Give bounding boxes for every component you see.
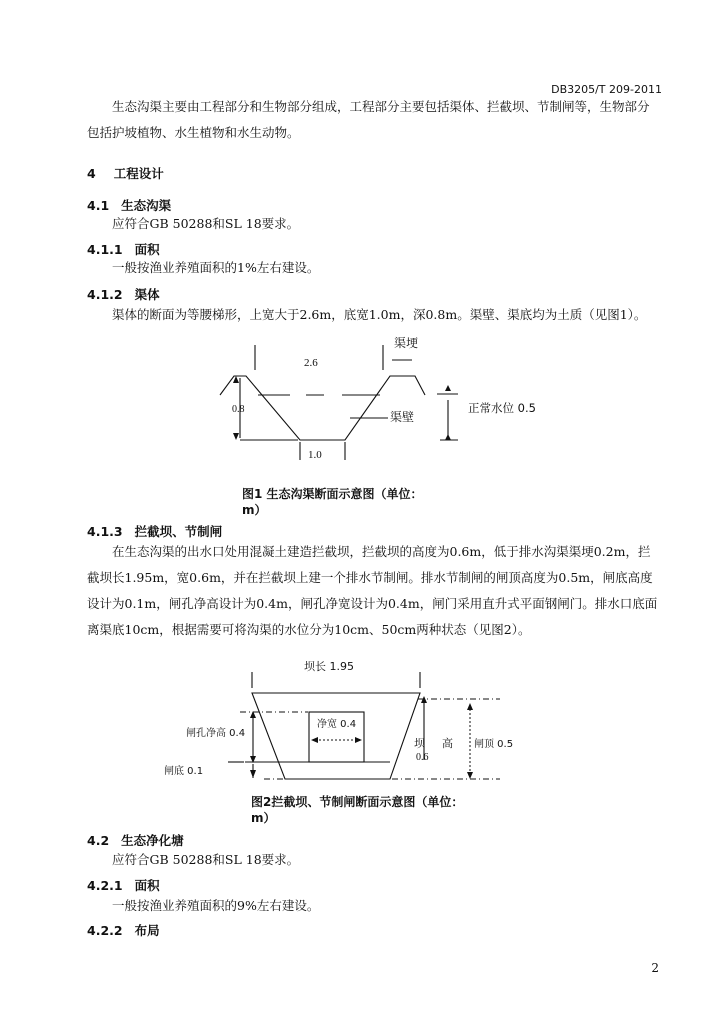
section-4-1-3-line-4: 离渠底10cm，根据需要可将沟渠的水位分为10cm、50cm两种状态（见图2）。 bbox=[87, 622, 531, 637]
section-title: 生态净化塘 bbox=[121, 833, 184, 848]
figure-2-caption bbox=[251, 794, 491, 826]
water-level-label: 正常水位 0.5 bbox=[468, 401, 536, 415]
net-width-label: 净宽 0.4 bbox=[317, 719, 357, 730]
caption-line: m） bbox=[251, 811, 276, 825]
section-4-2-2-heading bbox=[87, 921, 160, 939]
section-title: 拦截坝、节制闸 bbox=[134, 524, 223, 539]
section-4-1-1-text: 一般按渔业养殖面积的1%左右建设。 bbox=[112, 260, 320, 275]
dimension-arrowheads bbox=[250, 696, 473, 779]
section-4-1-3-line-3: 设计为0.1m，闸孔净高设计为0.4m，闸孔净宽设计为0.4m，闸门采用直升式平面钢闸门。排水口底面 bbox=[87, 596, 658, 611]
section-number: 4 bbox=[87, 166, 96, 181]
section-4-1-2-heading bbox=[87, 285, 160, 303]
caption-line: 图2拦截坝、节制闸断面示意图（单位： bbox=[251, 795, 464, 809]
gate-top-label: 闸顶 0.5 bbox=[474, 739, 514, 750]
section-4-2-1-text: 一般按渔业养殖面积的9%左右建设。 bbox=[112, 898, 320, 913]
section-title: 渠体 bbox=[134, 287, 160, 302]
dam-outline bbox=[252, 693, 420, 779]
section-number: 4.1.3 bbox=[87, 524, 123, 539]
caption-line: 图1 生态沟渠断面示意图（单位： bbox=[242, 487, 423, 501]
section-title: 生态沟渠 bbox=[121, 198, 172, 213]
section-number: 4.1.1 bbox=[87, 242, 123, 257]
figure-1-channel-cross-section bbox=[200, 330, 560, 470]
section-title: 工程设计 bbox=[113, 166, 164, 181]
section-4-1-3-heading bbox=[87, 522, 222, 540]
section-4-1-3-line-2: 截坝长1.95m，宽0.6m，并在拦截坝上建一个排水节制闸。排水节制闸的闸顶高度为0.5m，闸底高度 bbox=[87, 570, 653, 585]
section-title: 布局 bbox=[134, 923, 160, 938]
caption-line: m） bbox=[242, 503, 267, 517]
section-4-1-2-text: 渠体的断面为等腰梯形，上宽大于2.6m，底宽1.0m，深0.8m。渠壁、渠底均为土质（见图1）。 bbox=[112, 307, 647, 322]
intro-line-2: 包括护坡植物、水生植物和水生动物。 bbox=[87, 125, 300, 140]
dam-length-label: 坝长 1.95 bbox=[304, 660, 354, 673]
section-number: 4.1 bbox=[87, 198, 110, 213]
dam-label: 坝 bbox=[414, 737, 425, 750]
section-title: 面积 bbox=[134, 878, 160, 893]
section-4-2-1-heading bbox=[87, 876, 160, 894]
dam-height-value: 0.6 bbox=[416, 752, 429, 763]
section-4-1-3-line-1: 在生态沟渠的出水口处用混凝土建造拦截坝，拦截坝的高度为0.6m，低于排水沟渠渠埂0.2m，拦 bbox=[112, 544, 651, 559]
section-number: 4.1.2 bbox=[87, 287, 123, 302]
figure-2-dam-gate-cross-section bbox=[160, 655, 530, 795]
section-4-2-text: 应符合GB 50288和SL 18要求。 bbox=[112, 852, 300, 867]
figure-1-caption bbox=[242, 486, 472, 518]
section-number: 4.2.1 bbox=[87, 878, 123, 893]
section-4-1-text: 应符合GB 50288和SL 18要求。 bbox=[112, 216, 300, 231]
intro-line-1: 生态沟渠主要由工程部分和生物部分组成，工程部分主要包括渠体、拦截坝、节制闸等，生物部分 bbox=[112, 99, 650, 114]
section-title: 面积 bbox=[134, 242, 160, 257]
top-width-label: 2.6 bbox=[304, 357, 318, 369]
depth-label: 0.8 bbox=[232, 404, 245, 415]
section-number: 4.2 bbox=[87, 833, 110, 848]
gate-bottom-label: 闸底 0.1 bbox=[164, 766, 204, 777]
page-number: 2 bbox=[651, 961, 659, 975]
bank-label: 渠埂 bbox=[394, 336, 419, 350]
height-label: 高 bbox=[442, 737, 453, 750]
section-4-heading bbox=[87, 164, 164, 182]
channel-profile bbox=[220, 376, 425, 440]
gate-height-label: 闸孔净高 0.4 bbox=[186, 728, 246, 739]
wall-label: 渠壁 bbox=[390, 410, 415, 424]
section-number: 4.2.2 bbox=[87, 923, 123, 938]
bottom-width-label: 1.0 bbox=[308, 449, 322, 461]
dimension-arrowheads bbox=[233, 376, 451, 440]
standard-number: DB3205/T 209-2011 bbox=[551, 83, 662, 96]
